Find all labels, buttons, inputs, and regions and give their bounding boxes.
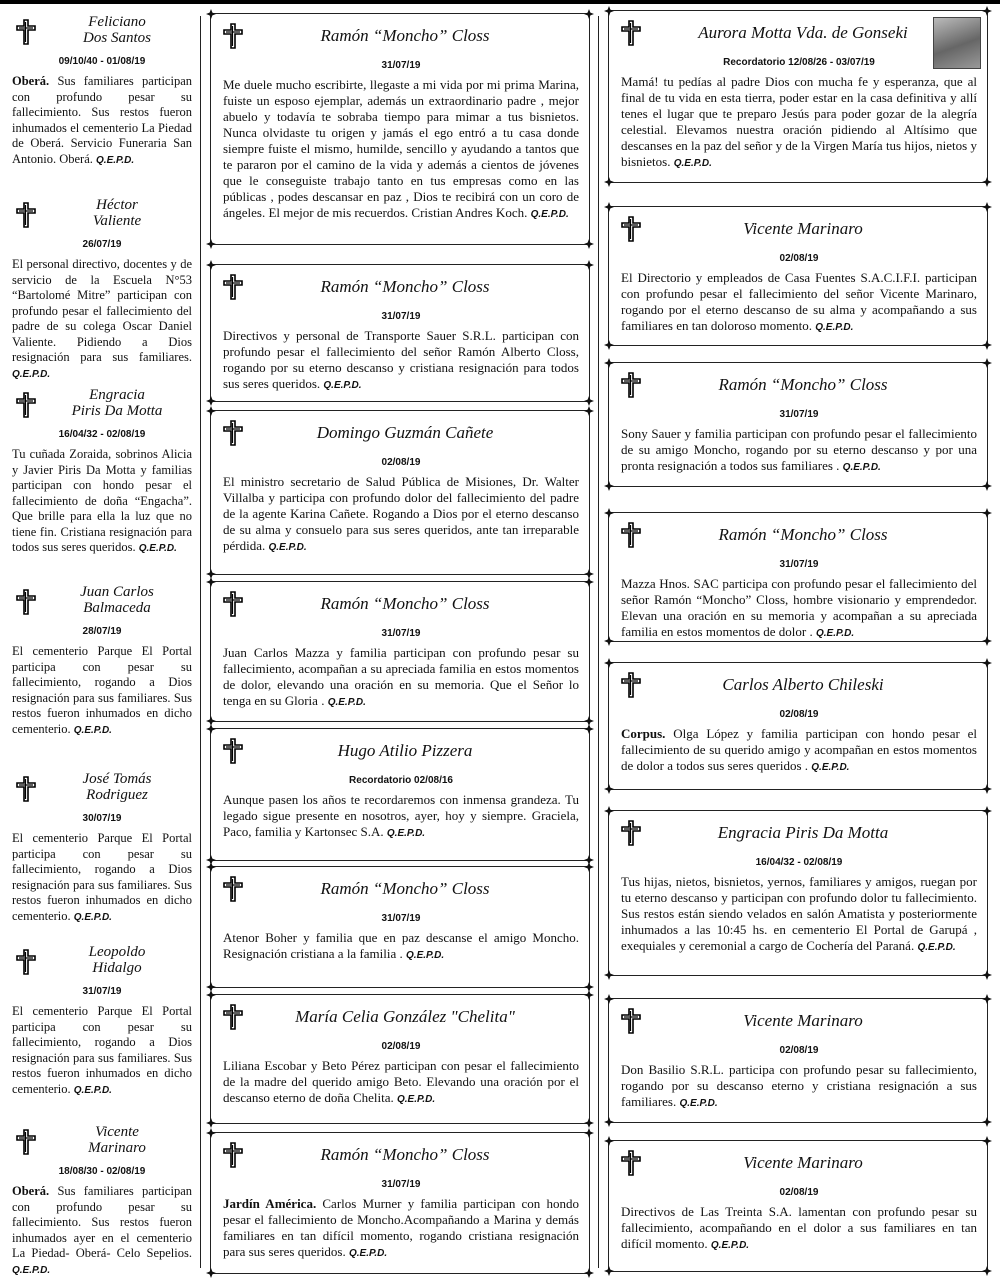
qepd-label: Q.E.P.D. <box>73 1084 112 1096</box>
notice-message: Mamá! tu pedías al padre Dios con mucha fe y esperanza, que al final de tu vida en esta tierra, poder estar en la casa definitiva y allí tenes el lugar que te preparo Jesús para poder gozar de la alegría celestial. Elevamos nuestra oración pidiendo al Altísimo que descanses en la paz del señor y de la Virgen María tus hijos, nietos y bisnietos. <box>621 74 977 169</box>
obituary-date: 31/07/19 <box>82 986 122 997</box>
qepd-label: Q.E.P.D. <box>12 1264 51 1276</box>
corner-ornament-icon <box>604 658 614 668</box>
obituary-box <box>608 998 988 1123</box>
obituary-box <box>608 810 988 976</box>
qepd-label: Q.E.P.D. <box>268 542 307 553</box>
obituary-box <box>608 1140 988 1272</box>
cross-icon <box>14 391 38 419</box>
corner-ornament-icon <box>584 239 594 249</box>
notice-text <box>621 1062 977 1112</box>
notice-text <box>621 726 977 776</box>
corner-ornament-icon <box>982 970 992 980</box>
obituary-date: 02/08/19 <box>779 1045 819 1056</box>
obituary-date: Recordatorio 02/08/16 <box>349 775 453 786</box>
qepd-label: Q.E.P.D. <box>673 158 712 169</box>
corner-ornament-icon <box>584 990 594 1000</box>
corner-ornament-icon <box>982 806 992 816</box>
obituary-date: 26/07/19 <box>82 239 122 250</box>
qepd-label: Q.E.P.D. <box>73 724 112 736</box>
deceased-name: José Tomás Rodriguez <box>82 771 152 803</box>
obituary-box <box>608 362 988 487</box>
corner-ornament-icon <box>982 1117 992 1127</box>
notice-message: El Directorio y empleados de Casa Fuentes S.A.C.I.F.I. participan con profundo pesar el fallecimiento del señor Vicente Marinaro, rogando por el eterno descanso de su alma y acompañando a sus familiares en tan doloroso momento. <box>621 270 977 333</box>
qepd-label: Q.E.P.D. <box>73 911 112 923</box>
corner-ornament-icon <box>206 406 216 416</box>
corner-ornament-icon <box>604 6 614 16</box>
notice-text <box>223 645 579 711</box>
entry-header <box>12 383 192 423</box>
deceased-name: Vicente Marinaro <box>743 1153 863 1172</box>
corner-ornament-icon <box>206 260 216 270</box>
cross-icon <box>221 22 245 50</box>
obituary-date: 02/08/19 <box>779 1187 819 1198</box>
corner-ornament-icon <box>584 396 594 406</box>
corner-ornament-icon <box>604 806 614 816</box>
obituary-date: 31/07/19 <box>779 559 819 570</box>
cross-icon <box>619 1007 643 1035</box>
obituary-date: 31/07/19 <box>381 311 421 322</box>
obituary-date: 31/07/19 <box>381 628 421 639</box>
cross-icon <box>619 521 643 549</box>
corner-ornament-icon <box>604 1266 614 1276</box>
notice-location: Oberá. <box>12 1184 50 1198</box>
cross-icon <box>14 201 38 229</box>
deceased-name: Ramón “Moncho” Closs <box>320 26 490 45</box>
cross-icon <box>14 18 38 46</box>
cross-icon <box>221 737 245 765</box>
notice-text <box>12 831 192 925</box>
corner-ornament-icon <box>982 994 992 1004</box>
notice-location: Jardín América. <box>223 1196 317 1211</box>
notice-message: Sus familiares participan con profundo pesar su fallecimiento. Sus restos fueron inhumados el cementerio La Piedad de Oberá. Servicio Funeraria San Antonio. Oberá. <box>12 74 192 166</box>
obituary-box <box>210 410 590 575</box>
column-divider <box>598 16 599 1268</box>
corner-ornament-icon <box>604 1117 614 1127</box>
corner-ornament-icon <box>982 658 992 668</box>
obituary-box <box>210 994 590 1124</box>
notice-text <box>223 792 579 842</box>
obituary-date: Recordatorio 12/08/26 - 03/07/19 <box>723 57 875 68</box>
corner-ornament-icon <box>604 636 614 646</box>
obituary-date: 02/08/19 <box>779 253 819 264</box>
obituary-entry <box>12 10 192 168</box>
notice-text <box>621 874 977 956</box>
corner-ornament-icon <box>206 862 216 872</box>
qepd-label: Q.E.P.D. <box>327 697 366 708</box>
qepd-label: Q.E.P.D. <box>679 1098 718 1109</box>
corner-ornament-icon <box>604 994 614 1004</box>
notice-message: Directivos y personal de Transporte Sauer S.R.L. participan con profundo pesar el fallecimiento del señor Ramón Alberto Closs, rogando por su eterno descanso y cristiana resignación para todos sus seres queridos. <box>223 328 579 391</box>
notice-text <box>621 270 977 336</box>
notice-text <box>223 77 579 223</box>
deceased-name: Domingo Guzmán Cañete <box>316 423 494 442</box>
qepd-label: Q.E.P.D. <box>386 828 426 839</box>
notice-message: El cementerio Parque El Portal participa con pesar su fallecimiento, rogando a Dios resignación para sus familiares. Sus restos fueron inhumados en dicho cementerio. <box>12 644 192 736</box>
cross-icon <box>619 371 643 399</box>
qepd-label: Q.E.P.D. <box>842 462 881 473</box>
corner-ornament-icon <box>604 340 614 350</box>
notice-text <box>621 74 977 172</box>
deceased-name: Engracia Piris Da Motta <box>71 387 163 419</box>
obituary-date: 31/07/19 <box>381 913 421 924</box>
entry-header <box>12 1120 192 1160</box>
corner-ornament-icon <box>982 508 992 518</box>
notice-text <box>12 74 192 168</box>
deceased-name: Ramón “Moncho” Closs <box>718 375 888 394</box>
deceased-name: Vicente Marinaro <box>88 1124 146 1156</box>
deceased-name: Ramón “Moncho” Closs <box>320 879 490 898</box>
corner-ornament-icon <box>604 784 614 794</box>
corner-ornament-icon <box>206 1128 216 1138</box>
deceased-name: Vicente Marinaro <box>743 219 863 238</box>
cross-icon <box>221 419 245 447</box>
notice-text <box>12 644 192 738</box>
notice-text <box>223 930 579 964</box>
obituary-box <box>608 206 988 346</box>
obituary-date: 09/10/40 - 01/08/19 <box>58 56 146 67</box>
corner-ornament-icon <box>604 1136 614 1146</box>
obituary-date: 18/08/30 - 02/08/19 <box>58 1166 146 1177</box>
obituary-entry <box>12 1120 192 1278</box>
obituary-box <box>210 581 590 722</box>
qepd-label: Q.E.P.D. <box>397 1094 436 1105</box>
corner-ornament-icon <box>584 577 594 587</box>
corner-ornament-icon <box>584 724 594 734</box>
obituary-column-middle <box>210 10 590 1274</box>
corner-ornament-icon <box>584 260 594 270</box>
corner-ornament-icon <box>982 636 992 646</box>
obituary-entry <box>12 580 192 738</box>
top-rule <box>0 0 1000 4</box>
deceased-name: Juan Carlos Balmaceda <box>80 584 154 616</box>
cross-icon <box>619 215 643 243</box>
corner-ornament-icon <box>206 9 216 19</box>
obituary-box <box>608 512 988 642</box>
notice-message: El personal directivo, docentes y de servicio de la Escuela N°53 “Bartolomé Mitre” participan con profundo pesar el fallecimiento del padre de su colega Oscar Daniel Valiente. Pidiendo a Dios resignación para sus familiares. <box>12 257 192 364</box>
notice-message: Tu cuñada Zoraida, sobrinos Alicia y Javier Piris Da Motta y familias participan con hondo pesar el fallecimiento de doña “Engacha”. Que brille para ella la luz que no tiene fin. Cristiana resignación para todos sus seres queridos. <box>12 447 192 554</box>
obituary-box <box>210 264 590 402</box>
corner-ornament-icon <box>584 1128 594 1138</box>
cross-icon <box>619 1149 643 1177</box>
notice-message: Carlos Murner y familia participan con hondo pesar el fallecimiento de Moncho.Acompañando a Marina y demás familiares en tan difícil momento, rogando cristiana resignación para sus seres queridos. <box>223 1196 579 1259</box>
notice-text <box>12 1184 192 1278</box>
corner-ornament-icon <box>982 1266 992 1276</box>
corner-ornament-icon <box>604 508 614 518</box>
deceased-name: Ramón “Moncho” Closs <box>718 525 888 544</box>
obituary-date: 16/04/32 - 02/08/19 <box>58 429 146 440</box>
corner-ornament-icon <box>604 358 614 368</box>
entry-header <box>12 940 192 980</box>
corner-ornament-icon <box>584 1118 594 1128</box>
deceased-name: Engracia Piris Da Motta <box>717 823 889 842</box>
notice-message: Mazza Hnos. SAC participa con profundo pesar el fallecimiento del señor Ramón “Moncho” Closs, hombre visionario y emprendedor. Elevan una oración en su memoria y acompañan a su apreciada familia en estos momentos de dolor . <box>621 576 977 639</box>
obituary-entry <box>12 193 192 382</box>
notice-message: Olga López y familia participan con hondo pesar el fallecimiento de su querido amigo y acompañan en estos momentos de dolor a todos sus seres queridos . <box>621 726 977 773</box>
obituary-date: 28/07/19 <box>82 626 122 637</box>
obituary-date: 16/04/32 - 02/08/19 <box>755 857 843 868</box>
notice-location: Oberá. <box>12 74 50 88</box>
deceased-name: Vicente Marinaro <box>743 1011 863 1030</box>
qepd-label: Q.E.P.D. <box>811 762 850 773</box>
notice-message: El ministro secretario de Salud Pública de Misiones, Dr. Walter Villalba y participa con profundo dolor del fallecimiento del padre de la agente Karina Cañete. Rogando a Dios por el eterno descanso de su alma y consuelo para sus seres queridos, ante tan irreparable pérdida. <box>223 474 579 553</box>
deceased-name: Carlos Alberto Chileski <box>722 675 884 694</box>
obituary-date: 31/07/19 <box>779 409 819 420</box>
notice-location: Corpus. <box>621 726 666 741</box>
cross-icon <box>221 273 245 301</box>
cross-icon <box>14 1128 38 1156</box>
obituary-box <box>210 728 590 861</box>
cross-icon <box>619 19 643 47</box>
notice-text <box>621 1204 977 1254</box>
obituary-box <box>608 662 988 790</box>
obituary-box <box>210 13 590 245</box>
qepd-label: Q.E.P.D. <box>96 154 135 166</box>
cross-icon <box>221 1141 245 1169</box>
entry-header <box>12 767 192 807</box>
entry-header <box>12 193 192 233</box>
cross-icon <box>14 775 38 803</box>
corner-ornament-icon <box>206 1268 216 1278</box>
deceased-name: Hugo Atilio Pizzera <box>337 741 473 760</box>
corner-ornament-icon <box>584 406 594 416</box>
obituary-box <box>210 866 590 988</box>
notice-message: Me duele mucho escribirte, llegaste a mi vida por mi prima Marina, fuiste un esposo ejemplar, además un extraordinario padre , mejor abuelo y todavía te sobraba tiempo para mimar a tus bisnietos. Nunca olvidaste tu origen y jamás el ego entró a tu casa donde siempre fuiste el mismo, humilde, sencillo y ayudando a tantos que te pararon por el camino de la vida y además a cientos de jóvenes que le conseguiste trabajo tanto en tus empresas como en las públicas , podes descansar en paz , Dios te recibirá con un coro de ángeles. El mejor de mis recuerdos. Cristian Andres Koch. <box>223 77 579 220</box>
notice-message: Juan Carlos Mazza y familia participan con profundo pesar su fallecimiento, acompañan a su apreciada familia en estos momentos de dolor, elevando una oración en su memoria. Que el Señor lo tenga en su Gloria . <box>223 645 579 708</box>
deceased-name: Leopoldo Hidalgo <box>88 944 146 976</box>
qepd-label: Q.E.P.D. <box>138 543 177 554</box>
corner-ornament-icon <box>206 1118 216 1128</box>
cross-icon <box>14 588 38 616</box>
qepd-label: Q.E.P.D. <box>12 368 51 380</box>
notice-message: Sony Sauer y familia participan con profundo pesar el fallecimiento de su amigo Moncho, rogando por su eterno descanso y por una pronta resignación a todos sus familiares . <box>621 426 977 473</box>
obituary-box <box>608 10 988 183</box>
qepd-label: Q.E.P.D. <box>406 950 445 961</box>
qepd-label: Q.E.P.D. <box>530 209 569 220</box>
corner-ornament-icon <box>982 481 992 491</box>
corner-ornament-icon <box>604 202 614 212</box>
obituary-column-left <box>12 10 192 1274</box>
notice-text <box>223 1058 579 1108</box>
obituary-date: 31/07/19 <box>381 1179 421 1190</box>
notice-text <box>223 1196 579 1262</box>
cross-icon <box>221 1003 245 1031</box>
corner-ornament-icon <box>604 481 614 491</box>
obituary-entry <box>12 767 192 925</box>
deceased-name: Ramón “Moncho” Closs <box>320 594 490 613</box>
notice-text <box>223 474 579 556</box>
corner-ornament-icon <box>584 1268 594 1278</box>
notice-text <box>12 447 192 557</box>
corner-ornament-icon <box>206 990 216 1000</box>
deceased-name: Aurora Motta Vda. de Gonseki <box>698 23 908 42</box>
notice-message: Aunque pasen los años te recordaremos con inmensa grandeza. Tu legado sigue presente en nosotros, ayer, hoy y siempre. Graciela, Paco, familia y Kartonsec S.A. <box>223 792 579 839</box>
cross-icon <box>221 590 245 618</box>
qepd-label: Q.E.P.D. <box>815 628 855 639</box>
column-divider <box>200 16 201 1268</box>
deceased-name: Héctor Valiente <box>92 197 142 229</box>
notice-message: Sus familiares participan con profundo pesar su fallecimiento. Sus restos fueron inhumados ayer en el cementerio La Piedad- Oberá- Celo Sepelios. <box>12 1184 192 1260</box>
obituary-entry <box>12 940 192 1098</box>
corner-ornament-icon <box>584 862 594 872</box>
qepd-label: Q.E.P.D. <box>349 1248 388 1259</box>
deceased-name: Feliciano Dos Santos <box>83 14 151 46</box>
obituary-entry <box>12 383 192 557</box>
corner-ornament-icon <box>982 202 992 212</box>
corner-ornament-icon <box>982 1136 992 1146</box>
notice-message: El cementerio Parque El Portal participa con pesar su fallecimiento, rogando a Dios resignación para sus familiares. Sus restos fueron inhumados en dicho cementerio. <box>12 1004 192 1096</box>
cross-icon <box>619 819 643 847</box>
corner-ornament-icon <box>604 970 614 980</box>
obituary-column-right <box>608 10 988 1274</box>
deceased-name: Ramón “Moncho” Closs <box>320 277 490 296</box>
corner-ornament-icon <box>206 396 216 406</box>
obituary-date: 30/07/19 <box>82 813 122 824</box>
notice-message: Atenor Boher y familia que en paz descanse el amigo Moncho. Resignación cristiana a la familia . <box>223 930 579 961</box>
notice-text <box>621 576 977 642</box>
qepd-label: Q.E.P.D. <box>710 1240 750 1251</box>
qepd-label: Q.E.P.D. <box>815 322 854 333</box>
corner-ornament-icon <box>604 177 614 187</box>
deceased-name: Ramón “Moncho” Closs <box>320 1145 490 1164</box>
entry-header <box>12 10 192 50</box>
corner-ornament-icon <box>206 724 216 734</box>
notice-message: Tus hijas, nietos, bisnietos, yernos, familiares y amigos, ruegan por tu eterno descanso y participan con profundo dolor tu fallecimiento. Sus restos están siendo velados en salón Amatista y posteriormente inhumados a las 10:45 hs. en cementerio El Portal de Garupá , exequiales y ceremonial a cargo de Cochería del Paraná. <box>621 874 977 953</box>
corner-ornament-icon <box>982 358 992 368</box>
notice-text <box>12 257 192 382</box>
notice-text <box>12 1004 192 1098</box>
corner-ornament-icon <box>206 577 216 587</box>
notice-message: Liliana Escobar y Beto Pérez participan con pesar el fallecimiento de la madre del querido amigo Beto. Elevando una oración por el descanso eterno de doña Chelita. <box>223 1058 579 1105</box>
portrait-photo <box>933 17 981 69</box>
corner-ornament-icon <box>982 6 992 16</box>
notice-message: Directivos de Las Treinta S.A. lamentan con profundo pesar su fallecimiento, acompañando en el dolor a sus familiares en tan difícil momento. <box>621 1204 977 1251</box>
entry-header <box>12 580 192 620</box>
notice-text <box>621 426 977 476</box>
deceased-name: María Celia González "Chelita" <box>295 1007 515 1026</box>
qepd-label: Q.E.P.D. <box>917 942 956 953</box>
obituary-date: 02/08/19 <box>779 709 819 720</box>
obituary-date: 02/08/19 <box>381 1041 421 1052</box>
cross-icon <box>619 671 643 699</box>
notice-message: Don Basilio S.R.L. participa con profundo pesar su fallecimiento, rogando por su descanso eterno y cristiana resignación a sus familiares. <box>621 1062 977 1109</box>
qepd-label: Q.E.P.D. <box>323 380 362 391</box>
notice-message: El cementerio Parque El Portal participa con pesar su fallecimiento, rogando a Dios resignación para sus familiares. Sus restos fueron inhumados en dicho cementerio. <box>12 831 192 923</box>
obituary-date: 31/07/19 <box>381 60 421 71</box>
notice-text <box>223 328 579 394</box>
corner-ornament-icon <box>982 784 992 794</box>
cross-icon <box>14 948 38 976</box>
cross-icon <box>221 875 245 903</box>
obituary-date: 02/08/19 <box>381 457 421 468</box>
corner-ornament-icon <box>584 9 594 19</box>
corner-ornament-icon <box>982 177 992 187</box>
corner-ornament-icon <box>206 239 216 249</box>
obituary-box <box>210 1132 590 1274</box>
corner-ornament-icon <box>982 340 992 350</box>
